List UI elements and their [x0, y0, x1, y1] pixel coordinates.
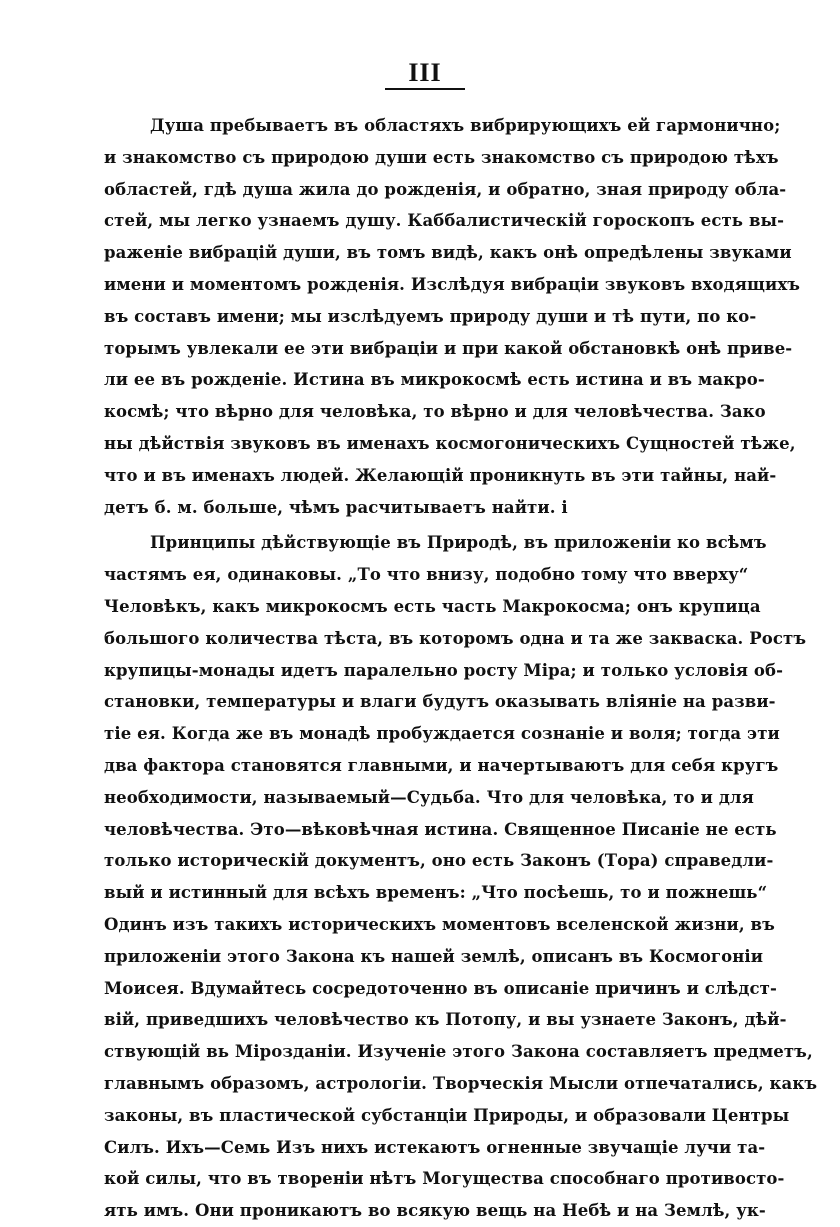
text-line: ли ее въ рожденіе. Истина въ микрокосмѣ есть истина и въ макро- [104, 370, 765, 390]
text-line: раженіе вибрацій души, въ томъ видѣ, какъ онѣ опредѣлены звуками [104, 243, 792, 263]
text-line: кой силы, что въ твореніи нѣтъ Могущества способнаго противосто- [104, 1169, 785, 1189]
text-line: Принципы дѣйствующіе въ Природѣ, въ приложеніи ко всѣмъ [150, 533, 767, 553]
text-line: приложеніи этого Закона къ нашей землѣ, описанъ въ Космогоніи [104, 946, 764, 966]
text-line: вій, приведшихъ человѣчество къ Потопу, и вы узнаете Законъ, дѣй- [104, 1010, 787, 1030]
text-line: Моисея. Вдумайтесь сосредоточенно въ описаніе причинъ и слѣдст- [104, 978, 777, 998]
text-line: имени и моментомъ рожденія. Изслѣдуя вибраціи звуковъ входящихъ [104, 274, 801, 294]
text-line: Силъ. Ихъ—Семь Изъ нихъ истекаютъ огненные звучащіе лучи та- [104, 1137, 766, 1157]
text-line: космѣ; что вѣрно для человѣка, то вѣрно и для человѣчества. Зако [104, 402, 766, 422]
text-line: тіе ея. Когда же въ монадѣ пробуждается сознаніе и воля; тогда эти [104, 724, 780, 744]
text-line: что и въ именахъ людей. Желающій проникнуть въ эти тайны, най- [104, 465, 777, 485]
text-line: и знакомство съ природою души есть знакомство съ природою тѣхъ [104, 147, 779, 167]
page-number: III [408, 58, 442, 87]
text-line: детъ б. м. больше, чѣмъ расчитываетъ найти. і [104, 497, 568, 517]
text-line: главнымъ образомъ, астрологіи. Творческія Мысли отпечатались, какъ [104, 1073, 818, 1093]
paragraph-1 [104, 110, 801, 523]
text-line: Одинъ изъ такихъ историческихъ моментовъ вселенской жизни, въ [104, 914, 775, 934]
text-line: ять имъ. Они проникаютъ во всякую вещь на Небѣ и на Землѣ, ук- [104, 1201, 766, 1221]
text-line: въ составъ имени; мы изслѣдуемъ природу души и тѣ пути, по ко- [104, 306, 757, 326]
text-line: Душа пребываетъ въ областяхъ вибрирующихъ ей гармонично; [150, 116, 781, 135]
text-line: человѣчества. Это—вѣковѣчная истина. Священное Писаніе не есть [104, 819, 777, 839]
paragraph-2 [104, 527, 818, 1227]
text-line: два фактора становятся главными, и начертываютъ для себя кругъ [104, 755, 779, 775]
text-line: становки, температуры и влаги будутъ оказывать вліяніе на разви- [104, 692, 776, 712]
body-text [104, 110, 818, 1227]
text-line: ствующій вь Мірозданіи. Изученіе этого Закона составляетъ предметъ, [104, 1042, 813, 1062]
text-line: областей, гдѣ душа жила до рожденія, и обратно, зная природу обла- [104, 179, 787, 199]
text-line: большого количества тѣста, въ которомъ одна и та же закваска. Ростъ [104, 628, 807, 648]
text-line: стей, мы легко узнаемъ душу. Каббалистическій гороскопъ есть вы- [104, 211, 785, 231]
text-line: крупицы-монады идетъ паралельно росту Міра; и только условія об- [104, 660, 784, 680]
text-line: только историческій документъ, оно есть Законъ (Тора) справедли- [104, 851, 774, 871]
text-line: Человѣкъ, какъ микрокосмъ есть часть Макрокосма; онъ крупица [104, 596, 761, 616]
page-number-underline [385, 88, 465, 90]
text-line: торымъ увлекали ее эти вибраціи и при какой обстановкѣ онѣ приве- [104, 338, 793, 358]
text-line: вый и истинный для всѣхъ временъ: „Что посѣешь, то и пожнешь“ [104, 883, 768, 903]
text-line: ны дѣйствія звуковъ въ именахъ космогоническихъ Сущностей тѣже, [104, 433, 796, 453]
text-line: законы, въ пластической субстанціи Природы, и образовали Центры [104, 1105, 790, 1125]
text-line: частямъ ея, одинаковы. „То что внизу, подобно тому что вверху“ [104, 565, 749, 585]
text-line: необходимости, называемый—Судьба. Что для человѣка, то и для [104, 787, 754, 807]
